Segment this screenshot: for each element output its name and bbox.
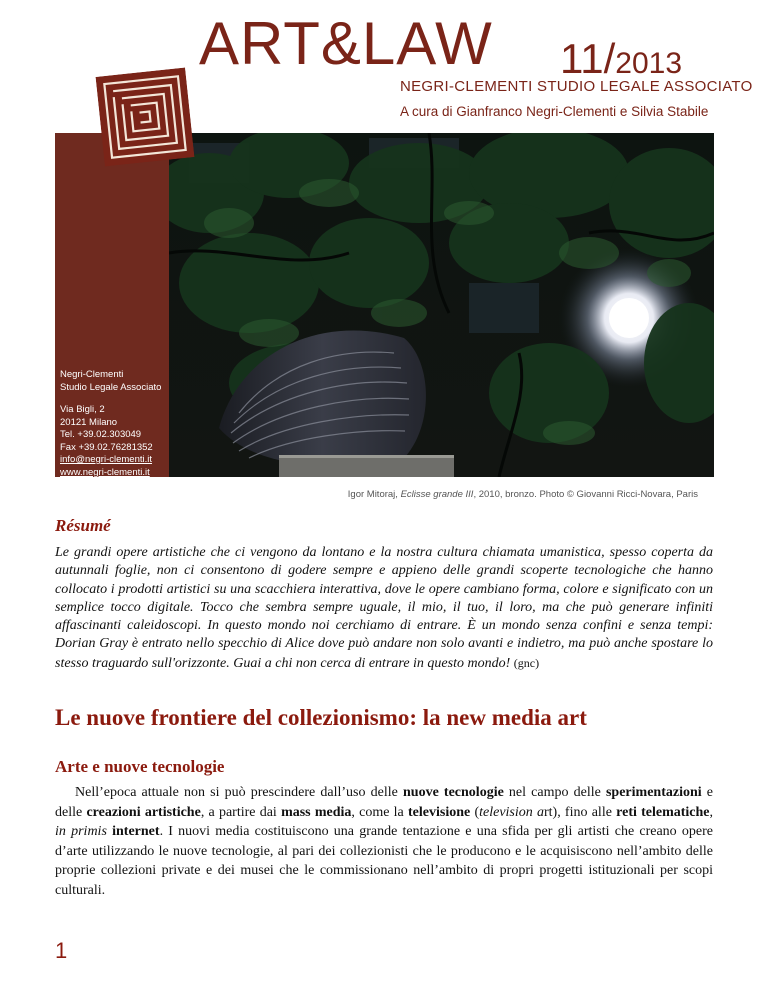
resume-body: Le grandi opere artistiche che ci vengono da lontano e la nostra cultura chiamata umanistica, spesso coperta da autunnali foglie, non ci consentono di godere sempre e appieno delle grandi scoperte tecnologiche che hanno collocato i prodotti artistici su una scacchiera interattiva, dove le opere cambiano forma, colore e significato con un semplice tocco digitale. Tocco che sembra sempre uguale, il mio, il tuo, il loro, ma che può generare infiniti affascinanti caleidoscopi. In questo mondo noi cerchiamo di entrare. È un mondo senza confini e senza tempi: Dorian Gray è entrato nello specchio di Alice dove può andare non solo avanti e indietro, ma può anche spostare lo stesso traguardo sull'orizzonte. Guai a chi non cerca di entrare in questo mondo! (55, 545, 713, 671)
bold-term: reti telematiche (616, 804, 710, 820)
italic-term: a (537, 804, 544, 820)
bold-term: creazioni artistiche (86, 804, 201, 820)
bold-term: nuove tecnologie (403, 785, 504, 800)
resume-paragraph (55, 544, 713, 673)
address-street: Via Bigli, 2 (60, 404, 105, 415)
text-run: , (709, 804, 713, 820)
text-run: e delle (55, 785, 713, 820)
fax-number: Fax +39.02.76281352 (60, 441, 153, 453)
text-run: Nell’epoca attuale non si può prescindere dall’uso delle (75, 785, 403, 800)
magazine-title: ART&LAW (199, 10, 493, 77)
text-run: rt), fino alle (544, 804, 617, 820)
labyrinth-logo-icon (96, 68, 195, 167)
issue-year: 2013 (615, 47, 683, 80)
text-run: nel campo delle (503, 785, 606, 800)
text-run: . I nuovi media costituiscono una grande tentazione e una sfida per gli artisti che creano opere d’arte utilizzando le nuove tecnologie, al pari dei collezionisti che le producono e le acquisiscono nell’ambito delle proprie collezioni private e dei musei che le commissionano nell’ambito di propri progetti istituzionali per scopi culturali. (55, 824, 713, 898)
caption-work-title: Eclisse grande III (400, 489, 474, 500)
firm-name-line2: Studio Legale Associato (60, 381, 162, 393)
website-link[interactable]: www.negri-clementi.it (60, 466, 150, 478)
studio-name: NEGRI-CLEMENTI STUDIO LEGALE ASSOCIATO (400, 78, 753, 95)
photo-caption (348, 489, 698, 500)
bold-term: mass media (281, 804, 352, 820)
bold-term: televisione (408, 804, 471, 820)
curators-line: A cura di Gianfranco Negri-Clementi e Silvia Stabile (400, 104, 709, 119)
firm-name-line1: Negri-Clementi (60, 369, 124, 380)
resume-heading: Résumé (55, 516, 111, 535)
issue-label (560, 35, 683, 82)
italic-term: television (479, 804, 533, 820)
page-number: 1 (55, 938, 68, 963)
bold-term: sperimentazioni (605, 785, 702, 800)
bold-term: internet (112, 824, 160, 840)
address-city: 20121 Milano (60, 416, 118, 428)
text-run: ( (470, 804, 480, 820)
email-link[interactable]: info@negri-clementi.it (60, 454, 153, 465)
resume-signature: (gnc) (513, 655, 540, 670)
italic-term: in primis (55, 824, 107, 840)
text-run: , come la (351, 804, 408, 820)
article-title: Le nuove frontiere del collezionismo: la new media art (55, 705, 587, 730)
hero-photo (169, 133, 714, 477)
contact-block (60, 369, 172, 479)
body-paragraph (55, 783, 713, 901)
caption-credit: , 2010, bronzo. Photo © Giovanni Ricci-Novara, Paris (473, 489, 698, 500)
sculpture-night-image (169, 133, 714, 477)
caption-artist: Igor Mitoraj, (347, 489, 401, 500)
phone-number: Tel. +39.02.303049 (60, 429, 142, 440)
text-run: , a partire dai (200, 804, 282, 820)
section-heading: Arte e nuove tecnologie (55, 757, 225, 776)
issue-number: 11/ (560, 35, 616, 82)
